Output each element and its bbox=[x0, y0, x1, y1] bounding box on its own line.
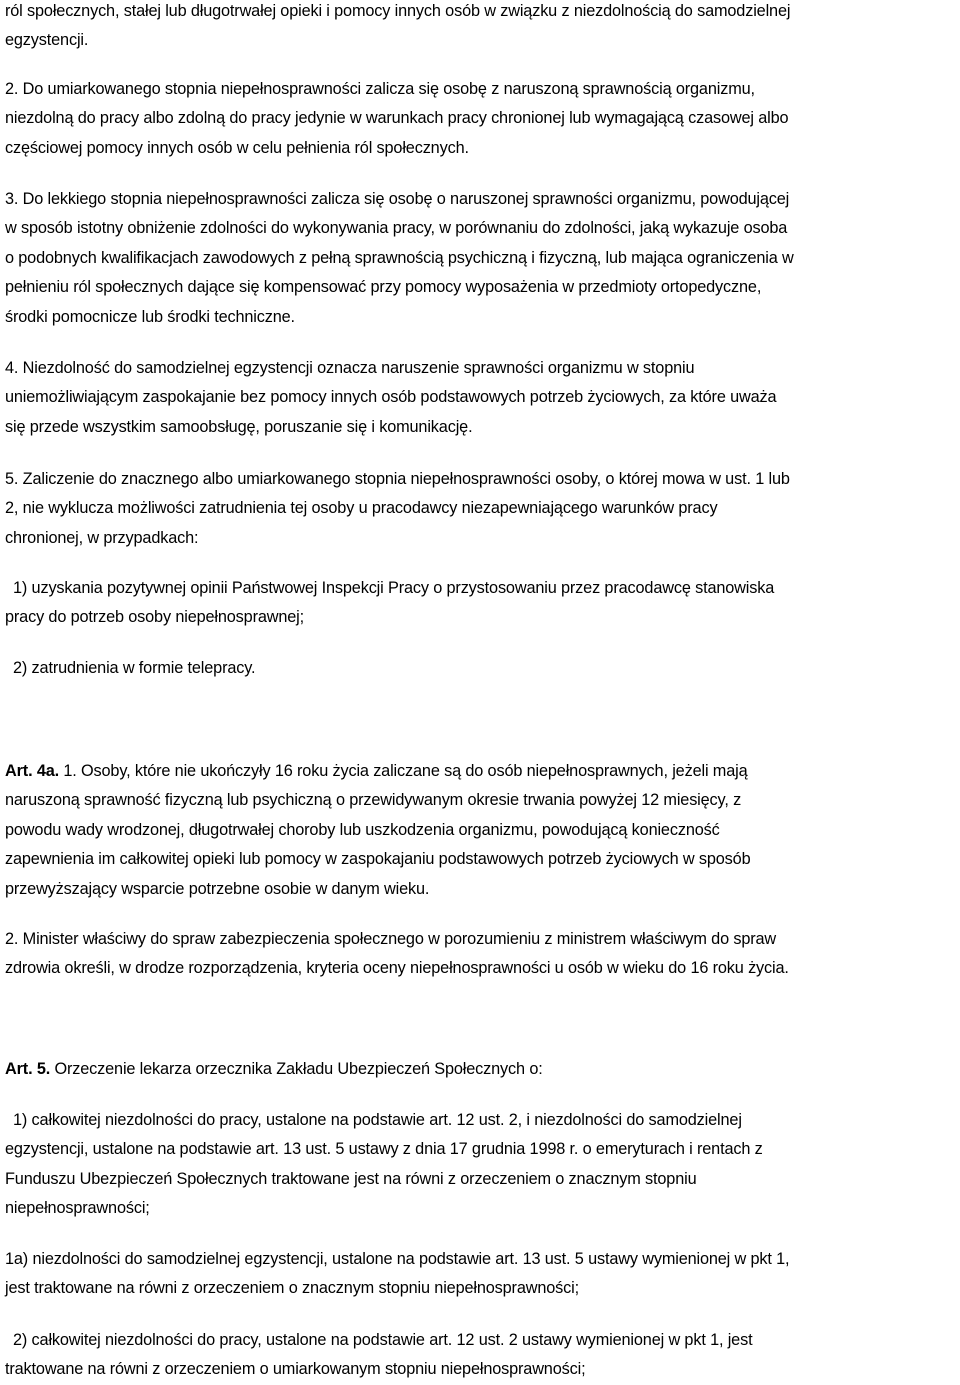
list-item-5-2 bbox=[5, 654, 960, 683]
text-line: się przede wszystkim samoobsługę, poruszanie się i komunikację. bbox=[5, 417, 473, 436]
text-line: 2) zatrudnienia w formie telepracy. bbox=[13, 659, 256, 677]
text-line: środki pomocnicze lub środki techniczne. bbox=[5, 307, 295, 326]
text-line: jest traktowane na równi z orzeczeniem o znacznym stopniu niepełnosprawności; bbox=[5, 1279, 579, 1298]
text-line: pracy do potrzeb osoby niepełnosprawnej; bbox=[5, 608, 305, 627]
text-line: traktowane na równi z orzeczeniem o umiarkowanym stopniu niepełnosprawności; bbox=[5, 1360, 586, 1379]
text-line: 2. Minister właściwy do spraw zabezpieczenia społecznego w porozumieniu z ministrem właściwym do spraw bbox=[5, 930, 777, 948]
article-5 bbox=[5, 1055, 957, 1084]
text-line: 2, nie wyklucza możliwości zatrudnienia tej osoby u pracodawcy niezapewniającego warunków pracy bbox=[5, 499, 718, 518]
article-4a bbox=[5, 757, 957, 904]
text-line: 2) całkowitej niezdolności do pracy, ustalone na podstawie art. 12 ust. 2 ustawy wymienionej w pkt 1, jest bbox=[13, 1331, 753, 1349]
text-line: egzystencji. bbox=[5, 31, 89, 50]
article-4a-label: Art. 4a. bbox=[5, 762, 59, 780]
text-line: 1) całkowitej niezdolności do pracy, ustalone na podstawie art. 12 ust. 2, i niezdolności do samodzielnej bbox=[13, 1111, 742, 1129]
text-line: częściowej pomocy innych osób w celu pełnienia ról społecznych. bbox=[5, 138, 469, 157]
article-4a-text: 1. Osoby, które nie ukończyły 16 roku życia zaliczane są do osób niepełnosprawnych, jeżeli mają bbox=[59, 762, 748, 780]
text-line: niezdolną do pracy albo zdolną do pracy jedynie w warunkach pracy chronionej lub wymagającą czasowej albo bbox=[5, 109, 789, 128]
text-line: zapewnienia im całkowitej opieki lub pomocy w zaspokajaniu podstawowych potrzeb życiowych w sposób bbox=[5, 850, 751, 869]
paragraph-4 bbox=[5, 354, 957, 442]
text-line: 1) uzyskania pozytywnej opinii Państwowej Inspekcji Pracy o przystosowaniu przez pracodawcę stanowiska bbox=[13, 579, 775, 597]
text-line: ról społecznych, stałej lub długotrwałej opieki i pomocy innych osób w związku z niezdolnością do samodzielnej bbox=[5, 2, 791, 20]
text-line: naruszoną sprawność fizyczną lub psychiczną o przewidywanym okresie trwania powyżej 12 miesięcy, z bbox=[5, 791, 742, 810]
text-line: 1a) niezdolności do samodzielnej egzystencji, ustalone na podstawie art. 13 ust. 5 ustawy wymienionej w pkt 1, bbox=[5, 1250, 790, 1268]
text-line: egzystencji, ustalone na podstawie art. 13 ust. 5 ustawy z dnia 17 grudnia 1998 r. o emeryturach i rentach z bbox=[5, 1140, 763, 1159]
article-4a-first-line bbox=[5, 757, 957, 786]
text-line: o podobnych kwalifikacjach zawodowych z pełną sprawnością psychiczną i fizyczną, lub mająca ograniczenia w bbox=[5, 248, 794, 267]
text-line: uniemożliwiającym zaspokajanie bez pomocy innych osób podstawowych potrzeb życiowych, za które uważa bbox=[5, 388, 777, 407]
paragraph-5 bbox=[5, 465, 957, 553]
paragraph-3 bbox=[5, 185, 957, 332]
text-line: 5. Zaliczenie do znacznego albo umiarkowanego stopnia niepełnosprawności osoby, o której mowa w ust. 1 lub bbox=[5, 470, 790, 488]
text-line: chronionej, w przypadkach: bbox=[5, 528, 199, 547]
list-item-art5-1 bbox=[5, 1106, 960, 1224]
text-line: w sposób istotny obniżenie zdolności do wykonywania pracy, w porównaniu do zdolności, jaką wykazuje osoba bbox=[5, 219, 788, 238]
list-item-art5-1a bbox=[5, 1245, 957, 1304]
text-line: 4. Niezdolność do samodzielnej egzystencji oznacza naruszenie sprawności organizmu w stopniu bbox=[5, 359, 695, 377]
text-line: 3. Do lekkiego stopnia niepełnosprawności zalicza się osobę o naruszonej sprawności organizmu, powodującej bbox=[5, 190, 790, 208]
text-line: przewyższający wsparcie potrzebne osobie w danym wieku. bbox=[5, 879, 430, 898]
article-5-label: Art. 5. bbox=[5, 1060, 51, 1078]
article-4a-paragraph-2 bbox=[5, 925, 957, 984]
paragraph-2 bbox=[5, 75, 957, 163]
text-line: niepełnosprawności; bbox=[5, 1199, 150, 1218]
list-item-5-1 bbox=[5, 574, 960, 633]
text-line: powodu wady wrodzonej, długotrwałej choroby lub uszkodzenia organizmu, powodującą konieczność bbox=[5, 820, 720, 839]
article-5-text: Orzeczenie lekarza orzecznika Zakładu Ubezpieczeń Społecznych o: bbox=[50, 1060, 543, 1078]
text-line: Funduszu Ubezpieczeń Społecznych traktowane jest na równi z orzeczeniem o znacznym stopniu bbox=[5, 1169, 697, 1188]
text-line: pełnieniu ról społecznych dające się kompensować przy pomocy wyposażenia w przedmioty ortopedyczne, bbox=[5, 278, 762, 297]
article-5-first-line bbox=[5, 1055, 957, 1084]
paragraph-continuation bbox=[5, 0, 957, 56]
text-line: zdrowia określi, w drodze rozporządzenia, kryteria oceny niepełnosprawności u osób w wieku do 16 roku życia. bbox=[5, 959, 789, 978]
text-line: 2. Do umiarkowanego stopnia niepełnosprawności zalicza się osobę z naruszoną sprawnością organizmu, bbox=[5, 80, 755, 98]
list-item-art5-2 bbox=[5, 1326, 960, 1385]
